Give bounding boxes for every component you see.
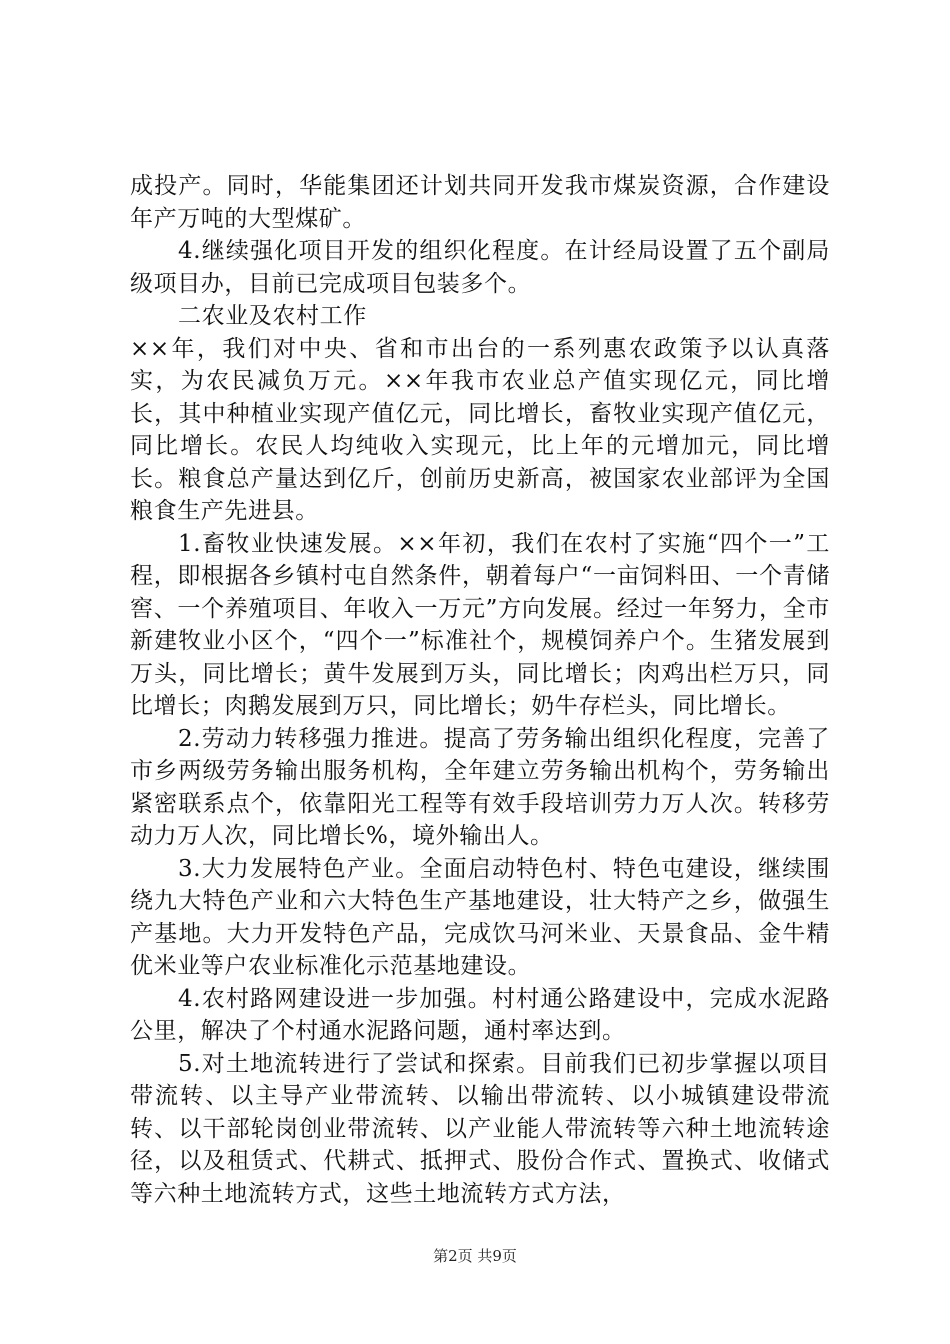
paragraph-continuation: 成投产。同时，华能集团还计划共同开发我市煤炭资源，合作建设年产万吨的大型煤矿。 <box>130 173 830 232</box>
paragraph-land-transfer: 5.对土地流转进行了尝试和探索。目前我们已初步掌握以项目带流转、以主导产业带流转、以输出带流转、以小城镇建设带流转、以干部轮岗创业带流转、以产业能人带流转等六种土地流转途径，以及租赁式、代耕式、抵押式、股份合作式、置换式、收储式等六种土地流转方式，这些土地流转方式方法， <box>130 1050 830 1207</box>
paragraph-rural-roads: 4.农村路网建设进一步加强。村村通公路建设中，完成水泥路公里，解决了个村通水泥路问题，通村率达到。 <box>130 985 830 1044</box>
paragraph-project-item-4: 4.继续强化项目开发的组织化程度。在计经局设置了五个副局级项目办，目前已完成项目包装多个。 <box>130 238 830 297</box>
paragraph-livestock: 1.畜牧业快速发展。××年初，我们在农村了实施“四个一”工程，即根据各乡镇村屯自然条件，朝着每户“一亩饲料田、一个青储窖、一个养殖项目、年收入一万元”方向发展。经过一年努力，全市新建牧业小区个，“四个一”标准社个，规模饲养户个。生猪发展到万头，同比增长；黄牛发展到万头，同比增长；肉鸡出栏万只，同比增长；肉鹅发展到万只，同比增长；奶牛存栏头，同比增长。 <box>130 530 830 719</box>
page-number: 第2页 共9页 <box>433 1247 517 1265</box>
section-heading-agriculture: 二农业及农村工作 <box>178 303 367 329</box>
document-body <box>130 170 830 1210</box>
paragraph-labor-transfer: 2.劳动力转移强力推进。提高了劳务输出组织化程度，完善了市乡两级劳务输出服务机构，全年建立劳务输出机构个，劳务输出紧密联系点个，依靠阳光工程等有效手段培训劳力万人次。转移劳动力万人次，同比增长%，境外输出人。 <box>130 725 830 849</box>
paragraph-specialty-industry: 3.大力发展特色产业。全面启动特色村、特色屯建设，继续围绕九大特色产业和六大特色生产基地建设，壮大特产之乡，做强生产基地。大力开发特色产品，完成饮马河米业、天景食品、金牛精优米业等户农业标准化示范基地建设。 <box>130 855 830 979</box>
paragraph-agriculture-summary: ××年，我们对中央、省和市出台的一系列惠农政策予以认真落实，为农民减负万元。××年我市农业总产值实现亿元，同比增长，其中种植业实现产值亿元，同比增长，畜牧业实现产值亿元，同比增长。农民人均纯收入实现元，比上年的元增加元，同比增长。粮食总产量达到亿斤，创前历史新高，被国家农业部评为全国粮食生产先进县。 <box>130 335 830 524</box>
